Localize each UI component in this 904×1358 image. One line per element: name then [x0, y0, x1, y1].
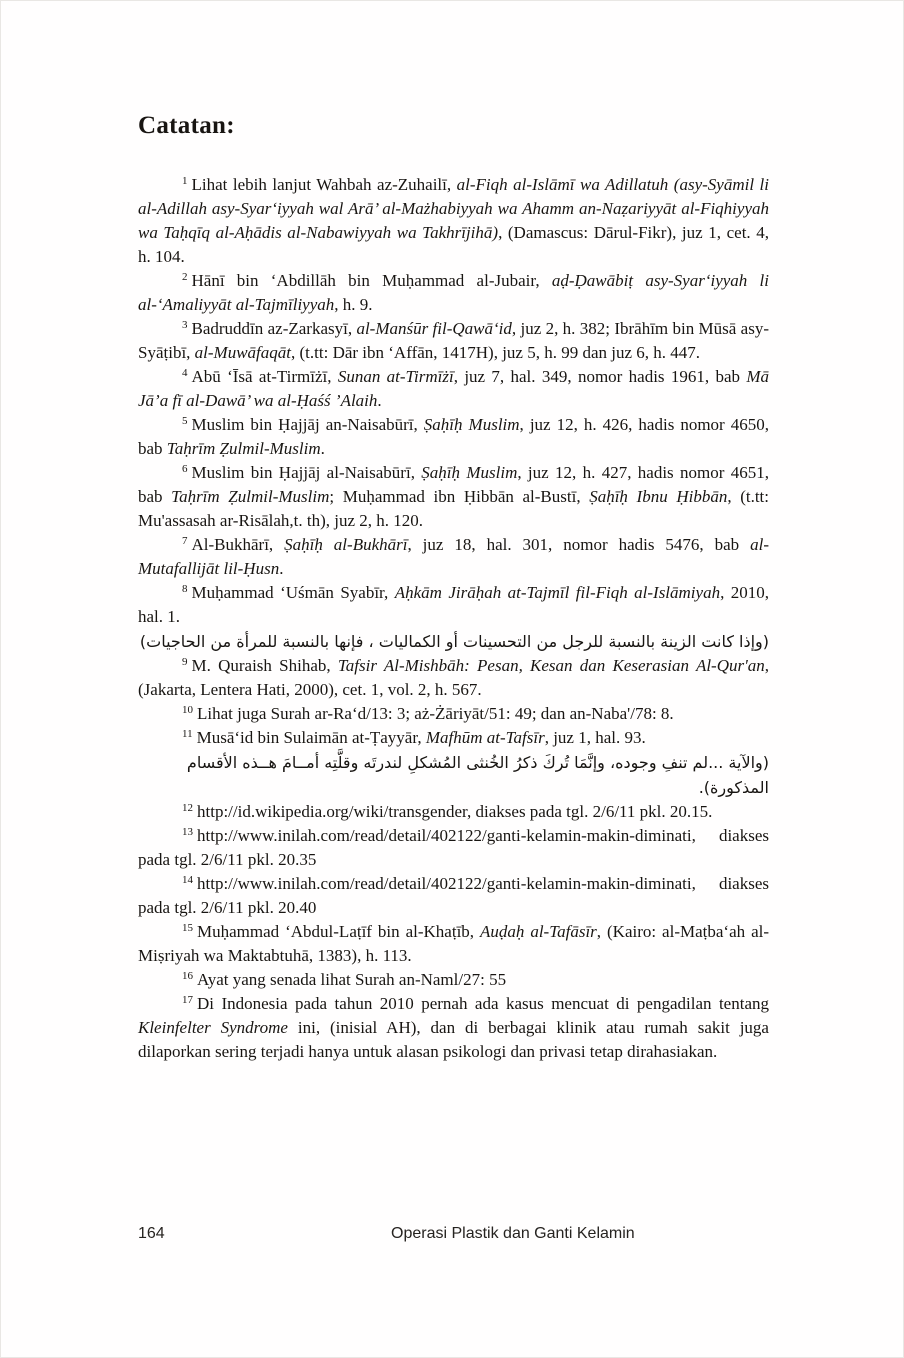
work-title-italic: Aḥkām Jirāḥah at-Tajmīl fil-Fiqh al-Islāmiyah [394, 583, 721, 602]
note-text: Lihat lebih lanjut Wahbah az-Zuhailī, [191, 175, 457, 194]
note-text: , (Kairo: al-Maṭba‘ah al-Miṣriyah wa Maktabtuhā, 1383), h. 113. [138, 922, 769, 965]
note-number: 14 [182, 874, 193, 886]
note-text: Muslim bin Ḥajjāj al-Naisabūrī, [191, 463, 422, 482]
footnote-15 [138, 920, 769, 968]
note-text: . [279, 559, 284, 578]
work-title-italic: Taḥrīm Ẓulmil-Muslim [166, 439, 321, 458]
footnote-11 [138, 726, 769, 750]
work-title-italic: Mafhūm at-Tafsīr [425, 728, 545, 747]
note-number: 8 [182, 583, 188, 595]
arabic-quote: (وإذا كانت الزينة بالنسبة للرجل من التحسينات أو الكماليات ، فإنها بالنسبة للمرأة من الحاجيات) [139, 632, 769, 651]
note-text: Badruddīn az-Zarkasyī, [191, 319, 357, 338]
note-text: , 2010, hal. 1. [138, 583, 769, 626]
note-number: 2 [182, 271, 188, 283]
work-title-italic: aḍ-Ḍawābiṭ asy-Syar‘iyyah li al-‘Amaliyyāt al-Tajmīliyyah [138, 271, 769, 314]
running-title: Operasi Plastik dan Ganti Kelamin [391, 1225, 635, 1242]
work-title-italic: Ṣaḥīḥ Muslim [421, 463, 518, 482]
note-text: , (Jakarta, Lentera Hati, 2000), cet. 1, vol. 2, h. 567. [138, 656, 769, 699]
footnote-13 [138, 824, 769, 872]
page-number: 164 [138, 1225, 165, 1242]
footnote-3 [138, 317, 769, 365]
work-title-italic: Ṣaḥīḥ Muslim [423, 415, 520, 434]
note-text: http://www.inilah.com/read/detail/402122/ganti-kelamin-makin-diminati, diakses pada tgl. 2/6/11 pkl. 20.35 [138, 826, 769, 869]
footnote-17 [138, 992, 769, 1064]
note-number: 10 [182, 704, 193, 716]
work-title-italic: al-Fiqh al-Islāmī wa Adillatuh (asy-Syāmil li al-Adillah asy-Syar‘iyyah wal Arā’ al-Mażhabiyyah wa Ahamm an-Naẓariyyāt al-Fiqhiyyah wa Taḥqīq al-Aḥādis al-Nabawiyyah wa Takhrījihā) [138, 175, 770, 242]
note-number: 12 [182, 802, 193, 814]
section-heading: Catatan: [138, 112, 235, 139]
note-text: Al-Bukhārī, [191, 535, 285, 554]
work-title-italic: al-Mutafallijāt lil-Ḥusn [138, 535, 769, 578]
note-text: , (t.tt: Dār ibn ‘Affān, 1417H), juz 5, h. 99 dan juz 6, h. 447. [291, 343, 701, 362]
note-number: 13 [182, 826, 193, 838]
note-number: 4 [182, 367, 188, 379]
note-number: 1 [182, 175, 188, 187]
note-text: , (Damascus: Dārul-Fikr), juz 1, cet. 4, h. 104. [138, 223, 769, 266]
note-text: M. Quraish Shihab, [191, 656, 338, 675]
note-text: Hānī bin ‘Abdillāh bin Muḥammad al-Jubair, [191, 271, 552, 290]
work-title-italic: Kleinfelter Syndrome [138, 1018, 288, 1037]
note-text: , h. 9. [334, 295, 373, 314]
page-footer [138, 1225, 769, 1247]
footnote-4 [138, 365, 769, 413]
footnote-12 [138, 800, 769, 824]
footnote-1 [138, 173, 769, 269]
note-text: , juz 12, h. 427, hadis nomor 4651, bab [138, 463, 769, 506]
work-title-italic: Mā Jā’a fī al-Dawā’ wa al-Ḥaśś ’Alaih [138, 367, 769, 410]
note-text: , juz 2, h. 382; Ibrāhīm bin Mūsā asy-Syāṭibī, [138, 319, 769, 362]
note-text: , juz 7, hal. 349, nomor hadis 1961, bab [453, 367, 747, 386]
notes-list [138, 173, 769, 1064]
arabic-quote: (والآية ...لم تنفِ وجوده، وإنَّمَا تُركَ ذكرُ الخُنثى المُشكلِ لندرتَه وقلَّتِه أمــامَ هــذه الأقسام المذكورة). [186, 753, 769, 797]
notes-section [138, 111, 769, 1064]
note-text: . [377, 391, 382, 410]
note-text: . [320, 439, 325, 458]
note-text: http://www.inilah.com/read/detail/402122/ganti-kelamin-makin-diminati, diakses pada tgl. 2/6/11 pkl. 20.40 [138, 874, 769, 917]
note-text: , juz 18, hal. 301, nomor hadis 5476, bab [407, 535, 751, 554]
footnote-8 [138, 581, 769, 629]
work-title-italic: al-Manśūr fil-Qawā‘id [356, 319, 512, 338]
footnote-6 [138, 461, 769, 533]
note-text: http://id.wikipedia.org/wiki/transgender, diakses pada tgl. 2/6/11 pkl. 20.15. [197, 802, 713, 821]
work-title-italic: Taḥrīm Ẓulmil-Muslim [171, 487, 330, 506]
note-text: , juz 12, h. 426, hadis nomor 4650, bab [138, 415, 769, 458]
footnote-16 [138, 968, 769, 992]
note-text: , juz 1, hal. 93. [544, 728, 646, 747]
work-title-italic: Tafsir Al-Mishbāh: Pesan, Kesan dan Keserasian Al-Qur'an [337, 656, 765, 675]
note-text: Musā‘id bin Sulaimān at-Ṭayyār, [196, 728, 426, 747]
note-number: 5 [182, 415, 188, 427]
note-text: Muslim bin Ḥajjāj an-Naisabūrī, [191, 415, 424, 434]
note-text: , (t.tt: Mu'assasah ar-Risālah,t. th), juz 2, h. 120. [138, 487, 770, 530]
work-title-italic: Ṣaḥīḥ al-Bukhārī [284, 535, 408, 554]
note-text: ini, (inisial AH), dan di berbagai klinik atau rumah sakit juga dilaporkan sering terjadi hanya untuk alasan psikologi dan privasi tetap dirahasiakan. [138, 1018, 769, 1061]
note-text: ; Muḥammad ibn Ḥibbān al-Bustī, [329, 487, 590, 506]
work-title-italic: Ṣaḥīḥ Ibnu Ḥibbān [589, 487, 728, 506]
note-text: Di Indonesia pada tahun 2010 pernah ada kasus mencuat di pengadilan tentang [197, 994, 769, 1013]
note-number: 11 [182, 728, 193, 740]
note-text: Muḥammad ‘Abdul-Laṭīf bin al-Khaṭīb, [197, 922, 480, 941]
work-title-italic: Sunan at-Tirmīżī [337, 367, 454, 386]
footnote-9 [138, 654, 769, 702]
work-title-italic: al-Muwāfaqāt [194, 343, 292, 362]
note-number: 7 [182, 535, 188, 547]
note-number: 3 [182, 319, 188, 331]
note-number: 15 [182, 922, 193, 934]
note-text: Muḥammad ‘Uśmān Syabīr, [191, 583, 395, 602]
note-number: 16 [182, 970, 193, 982]
note-number: 17 [182, 994, 193, 1006]
footnote-5 [138, 413, 769, 461]
note-text: Ayat yang senada lihat Surah an-Naml/27: 55 [197, 970, 507, 989]
footnote-14 [138, 872, 769, 920]
footnote-7 [138, 533, 769, 581]
work-title-italic: Auḍaḥ al-Tafāsīr [480, 922, 597, 941]
note-number: 6 [182, 463, 188, 475]
note-number: 9 [182, 656, 188, 668]
note-text: Lihat juga Surah ar-Ra‘d/13: 3; aż-Żāriyāt/51: 49; dan an-Naba'/78: 8. [197, 704, 674, 723]
footnote-10 [138, 702, 769, 726]
note-text: Abū ‘Īsā at-Tirmīżī, [191, 367, 338, 386]
footnote-2 [138, 269, 769, 317]
